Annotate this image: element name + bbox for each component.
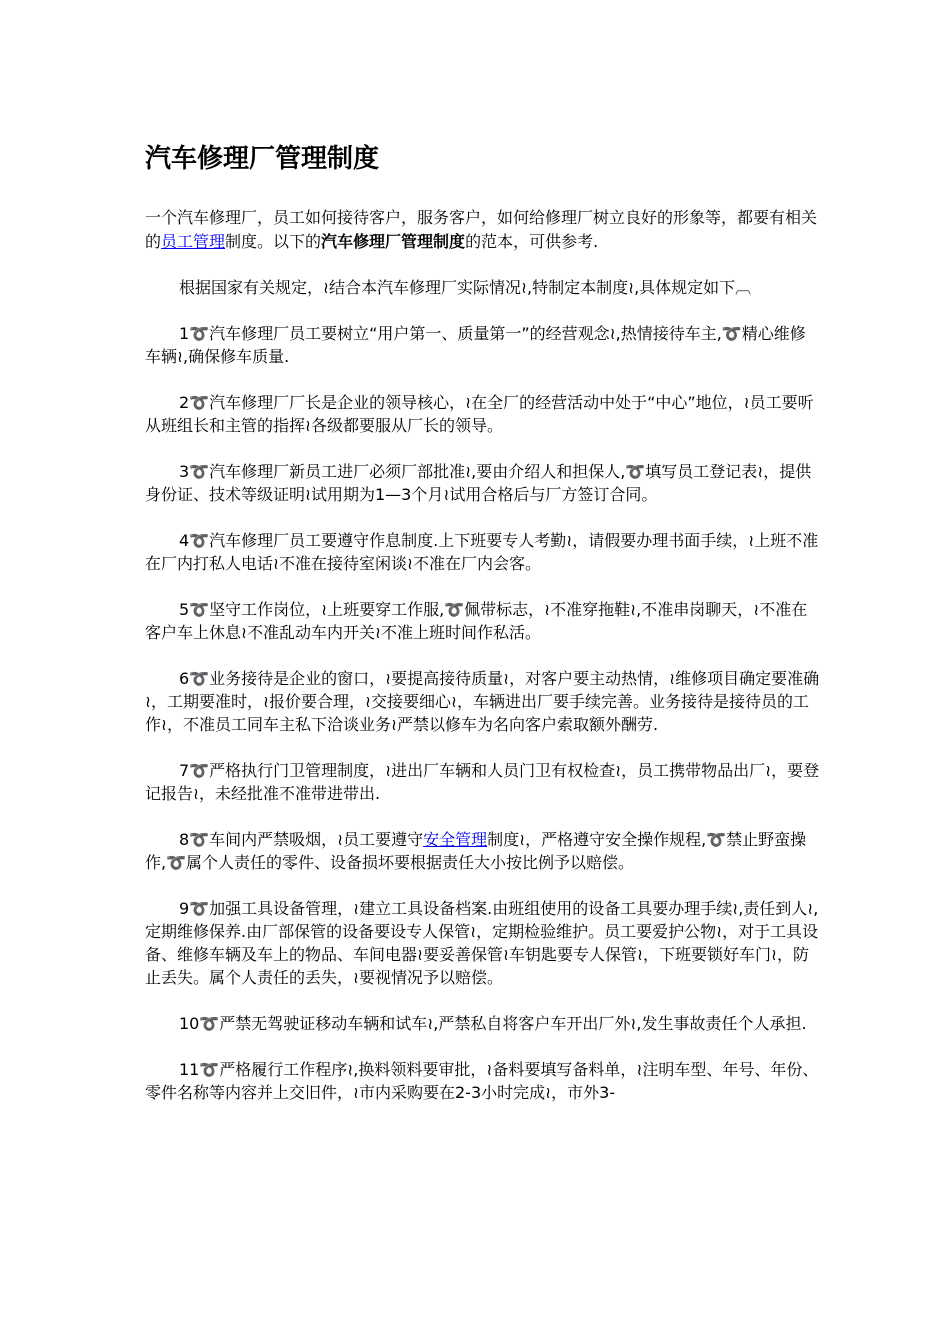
employee-management-link[interactable]: 员工管理 <box>161 232 226 251</box>
rule-paragraph: 2➰汽车修理厂厂长是企业的领导核心，≀在全厂的经营活动中处于“中心”地位，≀员工要听从班组长和主管的指挥≀各级都要服从厂长的领导。 <box>145 393 814 435</box>
safety-management-link[interactable]: 安全管理 <box>423 830 488 849</box>
page-title: 汽车修理厂管理制度 <box>145 144 380 174</box>
rule8-text-2: 制度≀，严格遵守安全操作规程,➰禁止野蛮操作,➰属个人责任的零件、设备损坏要根据责任大小按比例予以赔偿。 <box>145 830 807 872</box>
intro-bold-term: 汽车修理厂管理制度 <box>321 232 466 251</box>
rule-paragraph <box>145 828 820 874</box>
rule-paragraph: 9➰加强工具设备管理，≀建立工具设备档案.由班组使用的设备工具要办理手续≀,责任到人≀,定期维修保养.由厂部保管的设备要设专人保管≀，定期检验维护。员工要爱护公物≀，对于工具设备、维修车辆及车上的物品、车间电器≀要妥善保管≀车钥匙要专人保管≀，下班要锁好车门≀，防止丢失。属个人责任的丢失，≀要视情况予以赔偿。 <box>145 899 819 987</box>
rule-paragraph: 11➰严格履行工作程序≀,换料领料要审批，≀备料要填写备料单，≀注明车型、年号、年份、零件名称等内容并上交旧件，≀市内采购要在2-3小时完成≀，市外3- <box>145 1060 819 1102</box>
rule8-text-1: 8➰车间内严禁吸烟，≀员工要遵守 <box>179 830 424 849</box>
intro-paragraph <box>145 206 825 254</box>
rule-paragraph: 7➰严格执行门卫管理制度，≀进出厂车辆和人员门卫有权检查≀，员工携带物品出厂≀，要登记报告≀，未经批准不准带进带出. <box>145 761 820 803</box>
intro-text-2: 制度。以下的 <box>225 232 322 251</box>
rule-paragraph: 3➰汽车修理厂新员工进厂必须厂部批准≀,要由介绍人和担保人,➰填写员工登记表≀，提供身份证、技术等级证明≀试用期为1—3个月≀试用合格后与厂方签订合同。 <box>145 462 812 504</box>
preamble-paragraph: 根据国家有关规定，≀结合本汽车修理厂实际情况≀,特制定本制度≀,具体规定如下︹ <box>179 278 752 297</box>
rule-paragraph: 6➰业务接待是企业的窗口，≀要提高接待质量≀，对客户要主动热情，≀维修项目确定要准确≀，工期要准时，≀报价要合理，≀交接要细心≀，车辆进出厂要手续完善。业务接待是接待员的工作≀，不准员工同车主私下洽谈业务≀严禁以修车为名向客户索取额外酬劳. <box>145 669 820 734</box>
rules-body <box>145 276 820 1127</box>
rule-paragraph: 5➰坚守工作岗位，≀上班要穿工作服,➰佩带标志，≀不准穿拖鞋≀,不准串岗聊天，≀不准在客户车上休息≀不准乱动车内开关≀不准上班时间作私活。 <box>145 600 808 642</box>
rule-paragraph: 1➰汽车修理厂员工要树立“用户第一、质量第一”的经营观念≀,热情接待车主,➰精心维修车辆≀,确保修车质量. <box>145 324 806 366</box>
rule-paragraph: 4➰汽车修理厂员工要遵守作息制度.上下班要专人考勤≀，请假要办理书面手续，≀上班不准在厂内打私人电话≀不准在接待室闲谈≀不准在厂内会客。 <box>145 531 819 573</box>
rule-paragraph: 10➰严禁无驾驶证移动车辆和试车≀,严禁私自将客户车开出厂外≀,发生事故责任个人承担. <box>179 1014 807 1033</box>
intro-text-3: 的范本，可供参考. <box>465 232 599 251</box>
intro-text-1: 一个汽车修理厂，员工如何接待客户，服务客户，如何给修理厂树立良好的形象等，都要有相关的 <box>145 208 818 251</box>
